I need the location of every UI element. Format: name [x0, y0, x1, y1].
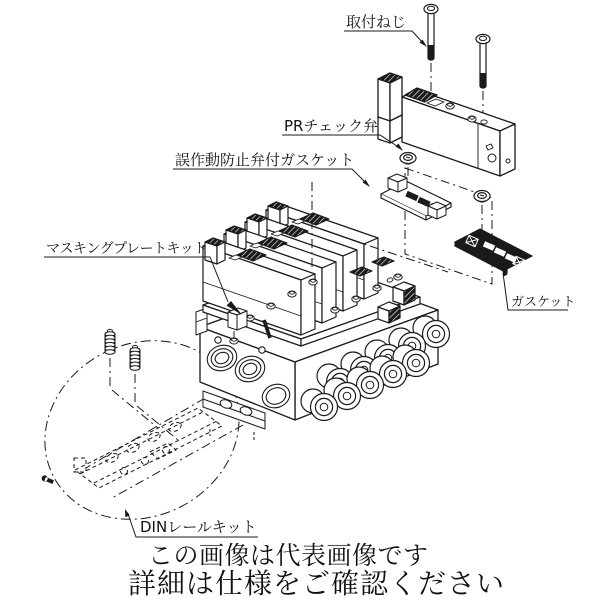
- label-mounting-screw: 取付ねじ: [346, 13, 407, 31]
- label-din-rail-kit: DINレールキット: [140, 518, 257, 536]
- label-pr-check-valve: PRチェック弁: [284, 117, 379, 135]
- valve-right-face: [500, 124, 515, 176]
- label-gasket: ガスケット: [511, 295, 576, 310]
- pr-check-valve-1: [400, 153, 416, 165]
- label-masking-plate-kit: マスキングプレートキット: [46, 241, 207, 257]
- notice-line2: 詳細は仕様をご確認ください: [128, 567, 506, 600]
- pr-check-valve-2: [474, 191, 490, 203]
- valve-connector-block: [378, 73, 402, 143]
- notice-line1: この画像は代表画像です: [148, 541, 429, 570]
- label-anti-malfunction-gasket: 誤作動防止弁付ガスケット: [175, 151, 355, 169]
